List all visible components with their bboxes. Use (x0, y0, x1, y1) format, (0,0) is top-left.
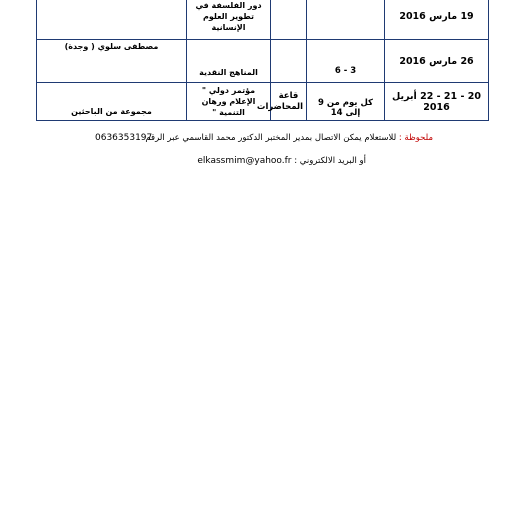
date-cell: 19 مارس 2016 (385, 0, 489, 40)
date-cell: 26 مارس 2016 (385, 40, 489, 83)
note-text: للاستعلام يمكن الاتصال بمدير المختبر الدكتور محمد القاسمي عبر الرقم (145, 133, 397, 143)
topic-cell: دور الفلسفة في تطوير العلوم الإنسانية (187, 0, 271, 40)
schedule-table (36, 0, 489, 121)
time-cell: 3 - 6 (307, 40, 385, 83)
hall-cell (271, 40, 307, 83)
date-cell: 20 - 21 - 22 أبريل 2016 (385, 83, 489, 121)
contact-note (145, 133, 433, 143)
time-cell: كل يوم من 9 إلى 14 (307, 83, 385, 121)
table-row (37, 0, 489, 40)
time-cell (307, 0, 385, 40)
hall-cell: قاعة المحاضرات (271, 83, 307, 121)
speaker-cell (37, 0, 187, 40)
topic-cell: المناهج النقدية (187, 40, 271, 83)
email-note (197, 156, 366, 166)
hall-cell (271, 0, 307, 40)
speaker-cell: مجموعة من الباحثين (37, 83, 187, 121)
note-label: ملحوظة : (398, 133, 433, 143)
table-row (37, 40, 489, 83)
topic-cell: مؤتمر دولي " الإعلام ورهان التنمية " (187, 83, 271, 121)
table-row (37, 83, 489, 121)
phone-number: 0636353197 (95, 133, 153, 143)
email-prefix: أو البريد الالكتروني : (294, 156, 366, 166)
email-address: elkassmim@yahoo.fr (197, 156, 292, 166)
speaker-cell: مصطفى سلوي ( وجدة) (37, 40, 187, 83)
